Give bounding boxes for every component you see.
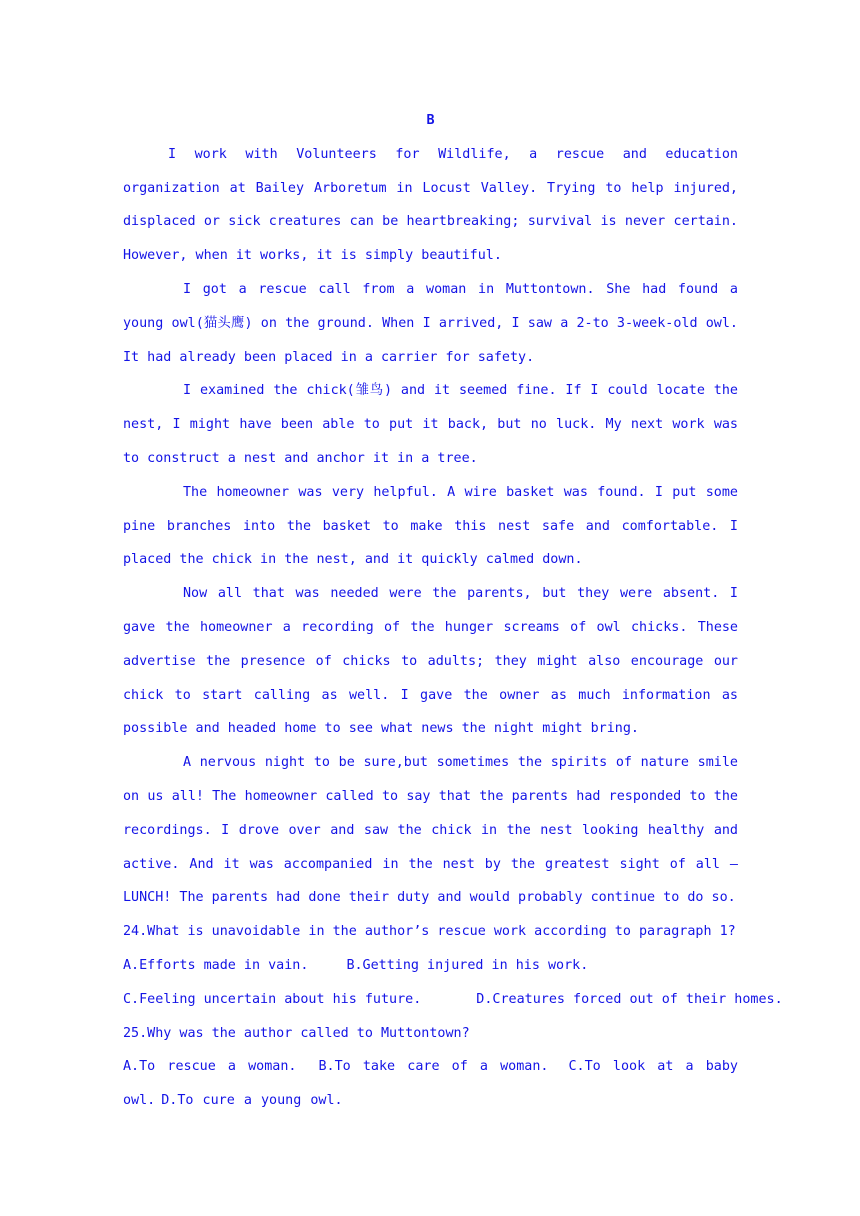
paragraph-1: I work with Volunteers for Wildlife, a rescue and education organization at Bailey Arboretum in Locust Valley. Trying to help injured, displaced or sick creatures can be heartbreaking; survival is never certain. However, when it works, it is simply beautiful. bbox=[123, 146, 738, 264]
question-25-option-d: D.To cure a young owl. bbox=[161, 1093, 343, 1109]
question-24-stem: 24.What is unavoidable in the author’s rescue work according to paragraph 1? bbox=[123, 924, 736, 940]
paragraph-4: The homeowner was very helpful. A wire basket was found. I put some pine branches into the basket to make this nest safe and comfortable. I placed the chick in the nest, and it quickly calmed down. bbox=[123, 484, 738, 568]
paragraph-2: I got a rescue call from a woman in Muttontown. She had found a young owl(猫头鹰) on the ground. When I arrived, I saw a 2-to 3-week-old owl. It had already been placed in a carrier for safety. bbox=[123, 281, 738, 365]
question-25-option-b: B.To take care of a woman. bbox=[318, 1059, 549, 1075]
paragraph-5: Now all that was needed were the parents, but they were absent. I gave the homeowner a recording of the hunger screams of owl chicks. These advertise the presence of chicks to adults; they might also encourage our chick to start calling as well. I gave the owner as much information as possible and headed home to see what news the night might bring. bbox=[123, 586, 738, 737]
reading-passage bbox=[123, 104, 783, 1118]
question-25-option-a: A.To rescue a woman. bbox=[123, 1059, 297, 1075]
question-24-option-c: C.Feeling uncertain about his future. bbox=[123, 991, 422, 1007]
question-25-option-c: C.To look at a baby owl. bbox=[123, 1059, 738, 1109]
question-24-options-row-1 bbox=[123, 949, 738, 983]
question-24-option-a: A.Efforts made in vain. bbox=[123, 957, 309, 973]
question-24-option-b: B.Getting injured in his work. bbox=[346, 957, 589, 973]
paragraph-3: I examined the chick(雏鸟) and it seemed fine. If I could locate the nest, I might have been able to put it back, but no luck. My next work was to construct a nest and anchor it in a tree. bbox=[123, 383, 738, 466]
section-label: B bbox=[426, 113, 435, 128]
paragraph-6: A nervous night to be sure,but sometimes the spirits of nature smile on us all! The homeowner called to say that the parents had responded to the recordings. I drove over and saw the chick in the nest looking healthy and active. And it was accompanied in the nest by the greatest sight of all — LUNCH! The parents had done their duty and would probably continue to do so. bbox=[123, 755, 738, 906]
question-24-option-d: D.Creatures forced out of their homes. bbox=[476, 991, 783, 1007]
question-25-options bbox=[123, 1050, 738, 1118]
question-25-stem: 25.Why was the author called to Muttontown? bbox=[123, 1025, 470, 1041]
question-24-options-row-2 bbox=[123, 983, 783, 1017]
